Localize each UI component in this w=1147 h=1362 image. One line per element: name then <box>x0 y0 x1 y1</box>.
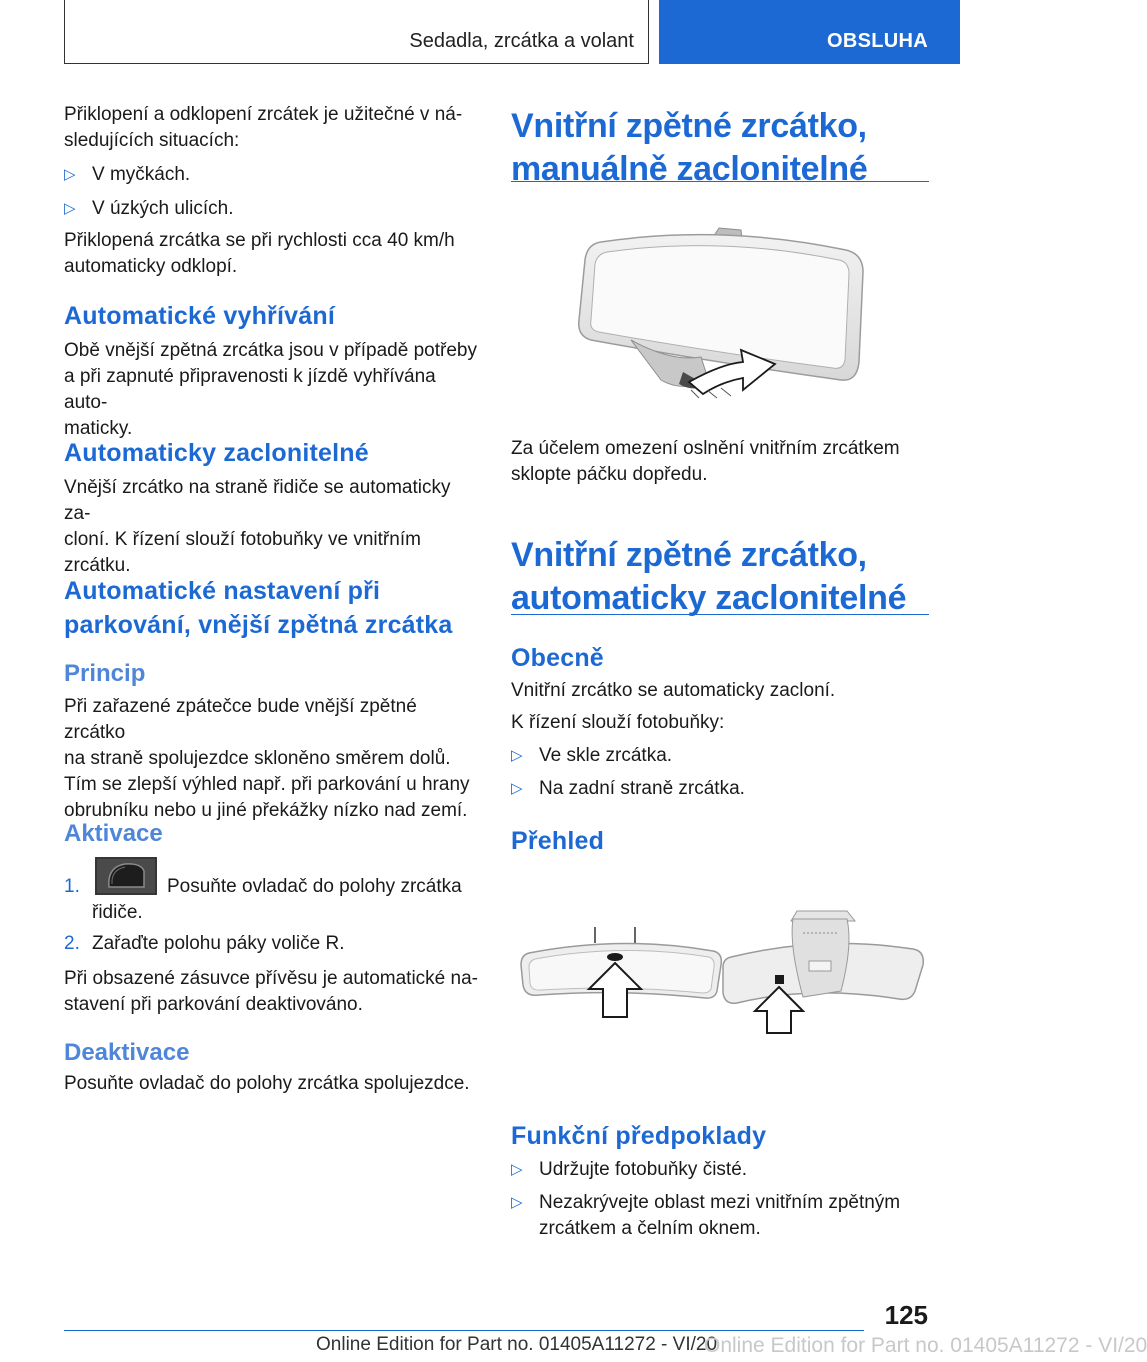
mirror-switch-icon <box>95 857 157 895</box>
auto-mirror-overview-illustration <box>511 905 929 1040</box>
step-text: Zařaďte polohu páky voliče R. <box>92 933 345 954</box>
header-section-box <box>64 0 649 64</box>
header-chapter-tab <box>659 0 960 64</box>
manual-mirror-illustration <box>571 212 881 402</box>
heading-rule <box>511 181 929 182</box>
step-text: Posuňte ovladač do polohy zrcátka <box>167 876 462 897</box>
deactivation-paragraph: Posuňte ovladač do polohy zrcátka spolujezdce. <box>64 1073 470 1094</box>
step-number: 2. <box>64 933 80 954</box>
trailer-paragraph: Při obsazené zásuvce přívěsu je automatické na- stavení při parkování deaktivováno. <box>64 968 478 1015</box>
dimming-heading: Automaticky zaclonitelné <box>64 439 369 467</box>
triangle-right-icon: ▷ <box>64 200 76 217</box>
page-number: 125 <box>884 1300 928 1330</box>
auto-fold-paragraph: Přiklopená zrcátka se při rychlosti cca 40 km/h automaticky odklopí. <box>64 230 455 277</box>
triangle-right-icon: ▷ <box>64 166 76 183</box>
principle-heading: Princip <box>64 660 146 687</box>
general-paragraph: K řízení slouží fotobuňky: <box>511 712 725 733</box>
step-text-cont: řidiče. <box>92 902 143 923</box>
deactivation-heading: Deaktivace <box>64 1039 190 1066</box>
general-heading: Obecně <box>511 644 604 672</box>
parking-heading: Automatické nastavení při parkování, vnější zpětná zrcátka <box>64 577 453 639</box>
list-item-cont: zrcátkem a čelním oknem. <box>539 1218 761 1239</box>
watermark: Online Edition for Part no. 01405A11272 - VI/20 <box>704 1334 1147 1357</box>
heading-rule <box>511 614 929 615</box>
general-paragraph: Vnitřní zrcátko se automaticky zacloní. <box>511 680 836 701</box>
activation-heading: Aktivace <box>64 820 163 847</box>
heating-paragraph: Obě vnější zpětná zrcátka jsou v případě potřeby a při zapnuté připravenosti k jízdě vyhřívána auto- maticky. <box>64 340 477 439</box>
footer-rule <box>64 1330 864 1331</box>
auto-mirror-heading: Vnitřní zpětné zrcátko, automaticky zaclonitelné <box>511 536 907 617</box>
intro-paragraph: Přiklopení a odklopení zrcátek je užitečné v ná- sledujících situacích: <box>64 104 463 151</box>
requirements-heading: Funkční předpoklady <box>511 1122 767 1150</box>
triangle-right-icon: ▷ <box>511 1194 523 1211</box>
principle-paragraph: Při zařazené zpátečce bude vnější zpětné zrcátko na straně spolujezdce skloněno směrem dolů. Tím se zlepší výhled např. při parkování u hrany obrubníku nebo u jiné překážky nízko nad zemí. <box>64 696 470 821</box>
triangle-right-icon: ▷ <box>511 1161 523 1178</box>
heating-heading: Automatické vyhřívání <box>64 302 335 330</box>
footer-edition: Online Edition for Part no. 01405A11272 - VI/20 <box>316 1334 718 1355</box>
manual-paragraph: Za účelem omezení oslnění vnitřním zrcátkem sklopte páčku dopředu. <box>511 438 900 485</box>
triangle-right-icon: ▷ <box>511 747 523 764</box>
manual-mirror-heading: Vnitřní zpětné zrcátko, manuálně zaclonitelné <box>511 107 868 188</box>
header-chapter-title: OBSLUHA <box>827 30 928 52</box>
triangle-right-icon: ▷ <box>511 780 523 797</box>
overview-heading: Přehled <box>511 827 605 855</box>
step-number: 1. <box>64 876 80 897</box>
header-section-title: Sedadla, zrcátka a volant <box>409 30 634 52</box>
dimming-paragraph: Vnější zrcátko na straně řidiče se automaticky za- cloní. K řízení slouží fotobuňky ve vnitřním zrcátku. <box>64 477 451 576</box>
